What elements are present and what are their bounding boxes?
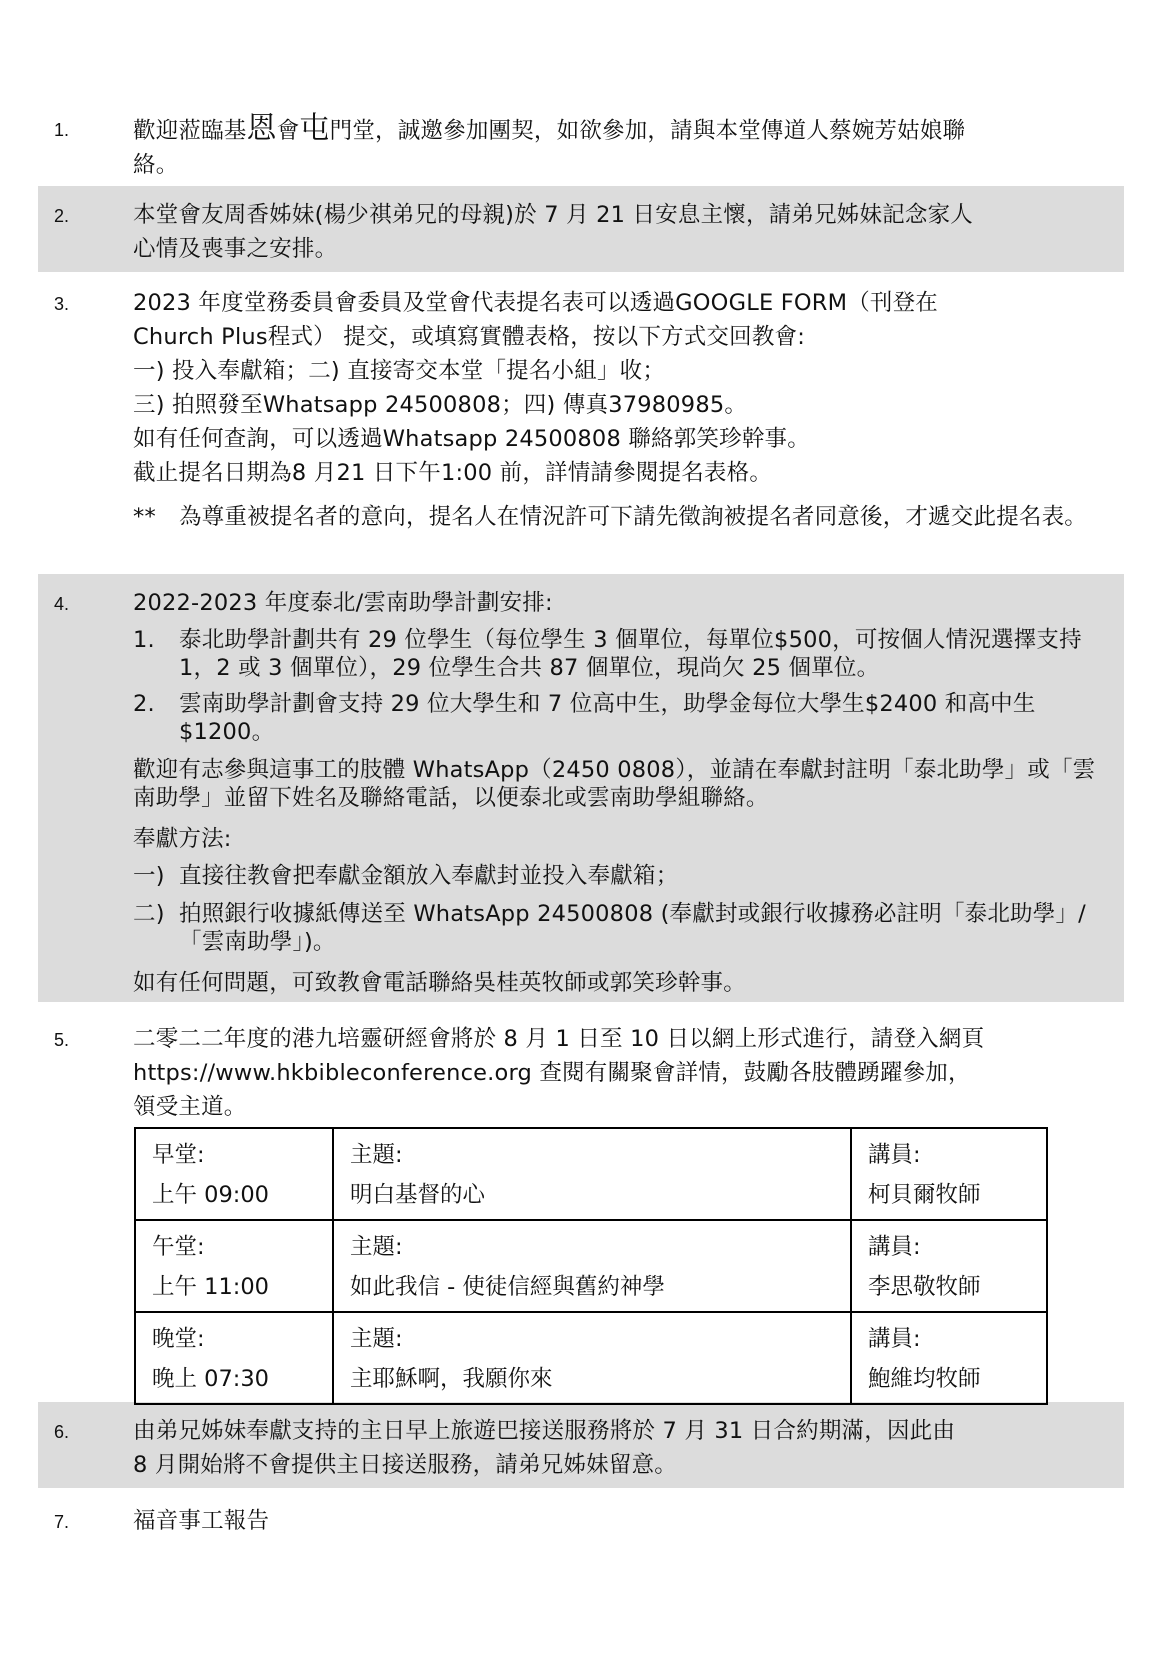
method-marker: 一): [133, 863, 165, 889]
session-cell: [135, 1312, 333, 1404]
table-row: [135, 1220, 1047, 1312]
method-marker: 二): [133, 901, 165, 927]
topic-text: 如此我信 - 使徒信經與舊約神學: [350, 1274, 665, 1300]
session-time: 晚上 07:30: [152, 1366, 269, 1392]
item-line: 二零二二年度的港九培靈研經會將於 8 月 1 日至 10 日以網上形式進行，請登入網頁: [133, 1026, 985, 1052]
item-body: [133, 586, 1110, 1000]
speaker-label: 講員:: [868, 1234, 921, 1260]
topic-text: 明白基督的心: [350, 1182, 486, 1208]
welcome-text: 歡迎有志參與這事工的肢體 WhatsApp（2450 0808），並請在奉獻封註明「泰北助學」或「雲南助學」並留下姓名及聯絡電話，以便泰北或雲南助學組聯絡。: [133, 757, 1096, 811]
item-line: 福音事工報告: [133, 1508, 270, 1534]
method-title: 奉獻方法:: [133, 826, 232, 852]
text-run: 會: [276, 118, 300, 144]
text-run: 屯: [299, 111, 330, 146]
item-body: [133, 1414, 1110, 1482]
speaker-label: 講員:: [868, 1142, 921, 1168]
item-body: [133, 286, 1110, 534]
speaker-label: 講員:: [868, 1326, 921, 1352]
list-text: 泰北助學計劃共有 29 位學生（每位學生 3 個單位，每單位$500，可按個人情況選擇支持 1，2 或 3 個單位），29 位學生合共 87 個單位，現尚欠 25 個單位。: [179, 627, 1082, 681]
item-line: 絡。: [133, 152, 179, 178]
list-marker: 2.: [133, 691, 155, 717]
topic-label: 主題:: [350, 1142, 403, 1168]
speaker-cell: [851, 1128, 1047, 1220]
topic-cell: [333, 1220, 851, 1312]
method-item: [133, 900, 1110, 956]
topic-label: 主題:: [350, 1326, 403, 1352]
item-line: 由弟兄姊妹奉獻支持的主日早上旅遊巴接送服務將於 7 月 31 日合約期滿，因此由: [133, 1418, 956, 1444]
note-text: 為尊重被提名者的意向，提名人在情況許可下請先徵詢被提名者同意後，才遞交此提名表。: [179, 504, 1088, 530]
item-number: 3.: [54, 294, 70, 314]
session-label: 晚堂:: [152, 1326, 205, 1352]
topic-cell: [333, 1128, 851, 1220]
item-line: 8 月開始將不會提供主日接送服務，請弟兄姊妹留意。: [133, 1452, 677, 1478]
item-body: [133, 1504, 1110, 1538]
item-line: 本堂會友周香姊妹(楊少祺弟兄的母親)於 7 月 21 日安息主懷，請弟兄姊妹記念家人: [133, 202, 974, 228]
text-run: 門堂，誠邀參加團契，如欲參加，請與本堂傳道人蔡婉芳姑娘聯: [329, 118, 966, 144]
item-line: 截止提名日期為8 月21 日下午1:00 前，詳情請參閱提名表格。: [133, 460, 773, 486]
item-line: 領受主道。: [133, 1094, 247, 1120]
session-label: 早堂:: [152, 1142, 205, 1168]
speaker-name: 李思敬牧師: [868, 1274, 981, 1300]
speaker-name: 柯貝爾牧師: [868, 1182, 981, 1208]
item-number: 6.: [54, 1422, 70, 1442]
contact-text: 如有任何問題，可致教會電話聯絡吳桂英牧師或郭笑珍幹事。: [133, 970, 746, 996]
note-mark: **: [133, 504, 156, 530]
table-row: [135, 1128, 1047, 1220]
method-text: 拍照銀行收據紙傳送至 WhatsApp 24500808 (奉獻封或銀行收據務必註明「泰北助學」/「雲南助學」)。: [179, 901, 1086, 955]
conference-schedule-table: [134, 1127, 1048, 1405]
text-run: 恩: [246, 111, 277, 146]
session-time: 上午 09:00: [152, 1182, 269, 1208]
topic-label: 主題:: [350, 1234, 403, 1260]
session-label: 午堂:: [152, 1234, 205, 1260]
list-item: [133, 626, 1110, 682]
item-line: 如有任何查詢，可以透過Whatsapp 24500808 聯絡郭笑珍幹事。: [133, 426, 810, 452]
speaker-cell: [851, 1312, 1047, 1404]
item-number: 7.: [54, 1512, 70, 1532]
topic-text: 主耶穌啊，我願你來: [350, 1366, 553, 1392]
session-time: 上午 11:00: [152, 1274, 269, 1300]
item-number: 2.: [54, 206, 70, 226]
item-number: 4.: [54, 594, 70, 614]
note: [133, 500, 1110, 534]
table-row: [135, 1312, 1047, 1404]
item-line: 三) 拍照發至Whatsapp 24500808；四) 傳真37980985。: [133, 392, 748, 418]
session-cell: [135, 1128, 333, 1220]
item-line: [133, 112, 1110, 148]
speaker-name: 鮑維均牧師: [868, 1366, 981, 1392]
text-run: 歡迎蒞臨基: [133, 118, 247, 144]
item-line: Church Plus程式） 提交，或填寫實體表格，按以下方式交回教會:: [133, 324, 806, 350]
method-text: 直接往教會把奉獻金額放入奉獻封並投入奉獻箱；: [179, 863, 679, 889]
speaker-cell: [851, 1220, 1047, 1312]
list-marker: 1.: [133, 627, 155, 653]
list-text: 雲南助學計劃會支持 29 位大學生和 7 位高中生，助學金每位大學生$2400 和高中生$1200。: [179, 691, 1036, 745]
item-line: 一) 投入奉獻箱；二) 直接寄交本堂「提名小組」收；: [133, 358, 666, 384]
method-item: [133, 862, 1110, 890]
item-line: 2023 年度堂務委員會委員及堂會代表提名表可以透過GOOGLE FORM（刊登在: [133, 290, 939, 316]
item-line: https://www.hkbibleconference.org 查閱有關聚會詳情，鼓勵各肢體踴躍參加，: [133, 1060, 971, 1086]
topic-cell: [333, 1312, 851, 1404]
session-cell: [135, 1220, 333, 1312]
item-number: 5.: [54, 1030, 70, 1050]
item-body: [133, 1022, 1110, 1124]
item-title: 2022-2023 年度泰北/雲南助學計劃安排:: [133, 590, 553, 616]
item-body: [133, 112, 1110, 182]
item-line: 心情及喪事之安排。: [133, 236, 338, 262]
item-number: 1.: [54, 120, 70, 140]
list-item: [133, 690, 1110, 746]
item-body: [133, 198, 1110, 266]
